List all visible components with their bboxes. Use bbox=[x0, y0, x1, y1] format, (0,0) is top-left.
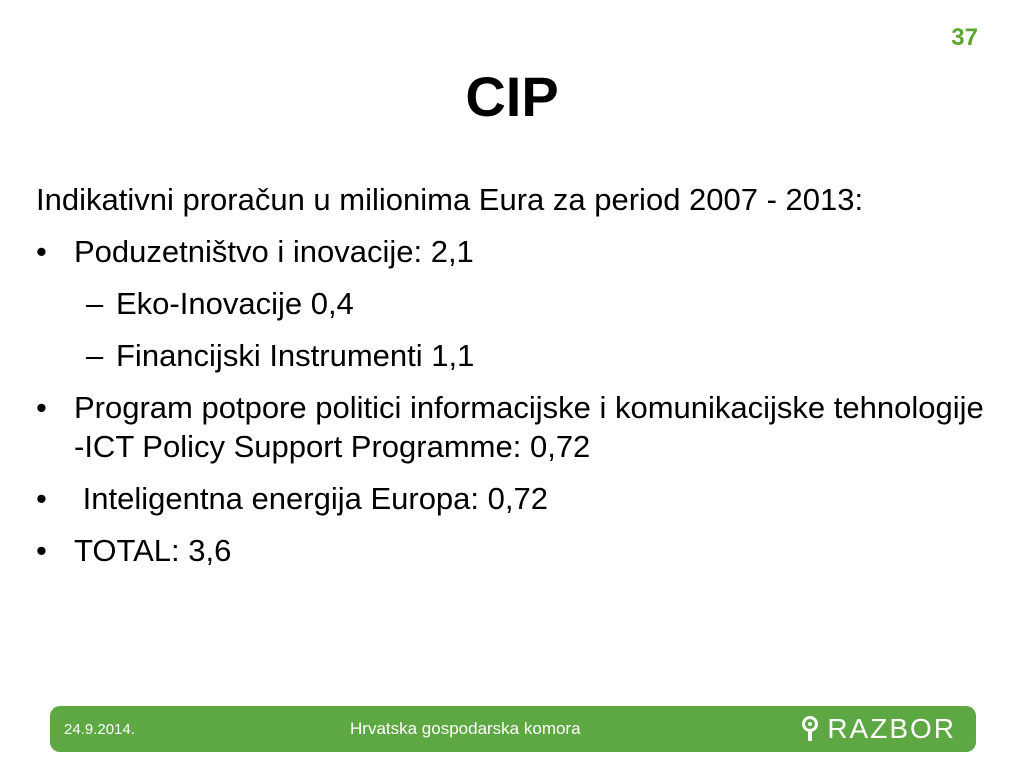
sub-item-text: Financijski Instrumenti 1,1 bbox=[116, 338, 475, 373]
bullet-text: Inteligentna energija Europa: 0,72 bbox=[74, 481, 548, 516]
footer-bar bbox=[50, 706, 976, 752]
bullet-item bbox=[36, 388, 996, 466]
slide-title: CIP bbox=[465, 65, 559, 128]
bullet-marker: • bbox=[36, 234, 47, 269]
bullet-text: Program potpore politici informacijske i komunikacijske tehnologije -ICT Policy Support Programme: 0,72 bbox=[74, 390, 984, 464]
footer-date: 24.9.2014. bbox=[64, 721, 135, 738]
sub-item bbox=[86, 284, 996, 323]
bullet-item bbox=[36, 232, 996, 271]
logo-text: RAZBOR bbox=[827, 713, 956, 744]
dash-marker: – bbox=[86, 286, 104, 321]
slide-number: 37 bbox=[951, 24, 978, 51]
razbor-logo bbox=[799, 712, 956, 746]
dash-marker: – bbox=[86, 338, 104, 373]
footer-organization: Hrvatska gospodarska komora bbox=[350, 719, 581, 738]
bullet-text: Poduzetništvo i inovacije: 2,1 bbox=[74, 234, 474, 269]
bullet-item bbox=[36, 531, 996, 570]
bullet-item bbox=[36, 479, 996, 518]
logo-mark-icon bbox=[799, 715, 821, 743]
bullet-marker: • bbox=[36, 533, 47, 568]
sub-item bbox=[86, 336, 996, 375]
bullet-marker: • bbox=[36, 390, 47, 425]
intro-paragraph: Indikativni proračun u milionima Eura za period 2007 - 2013: bbox=[36, 182, 864, 217]
sub-item-text: Eko-Inovacije 0,4 bbox=[116, 286, 354, 321]
slide-content bbox=[36, 180, 996, 583]
bullet-text: TOTAL: 3,6 bbox=[74, 533, 232, 568]
bullet-marker: • bbox=[36, 481, 47, 516]
